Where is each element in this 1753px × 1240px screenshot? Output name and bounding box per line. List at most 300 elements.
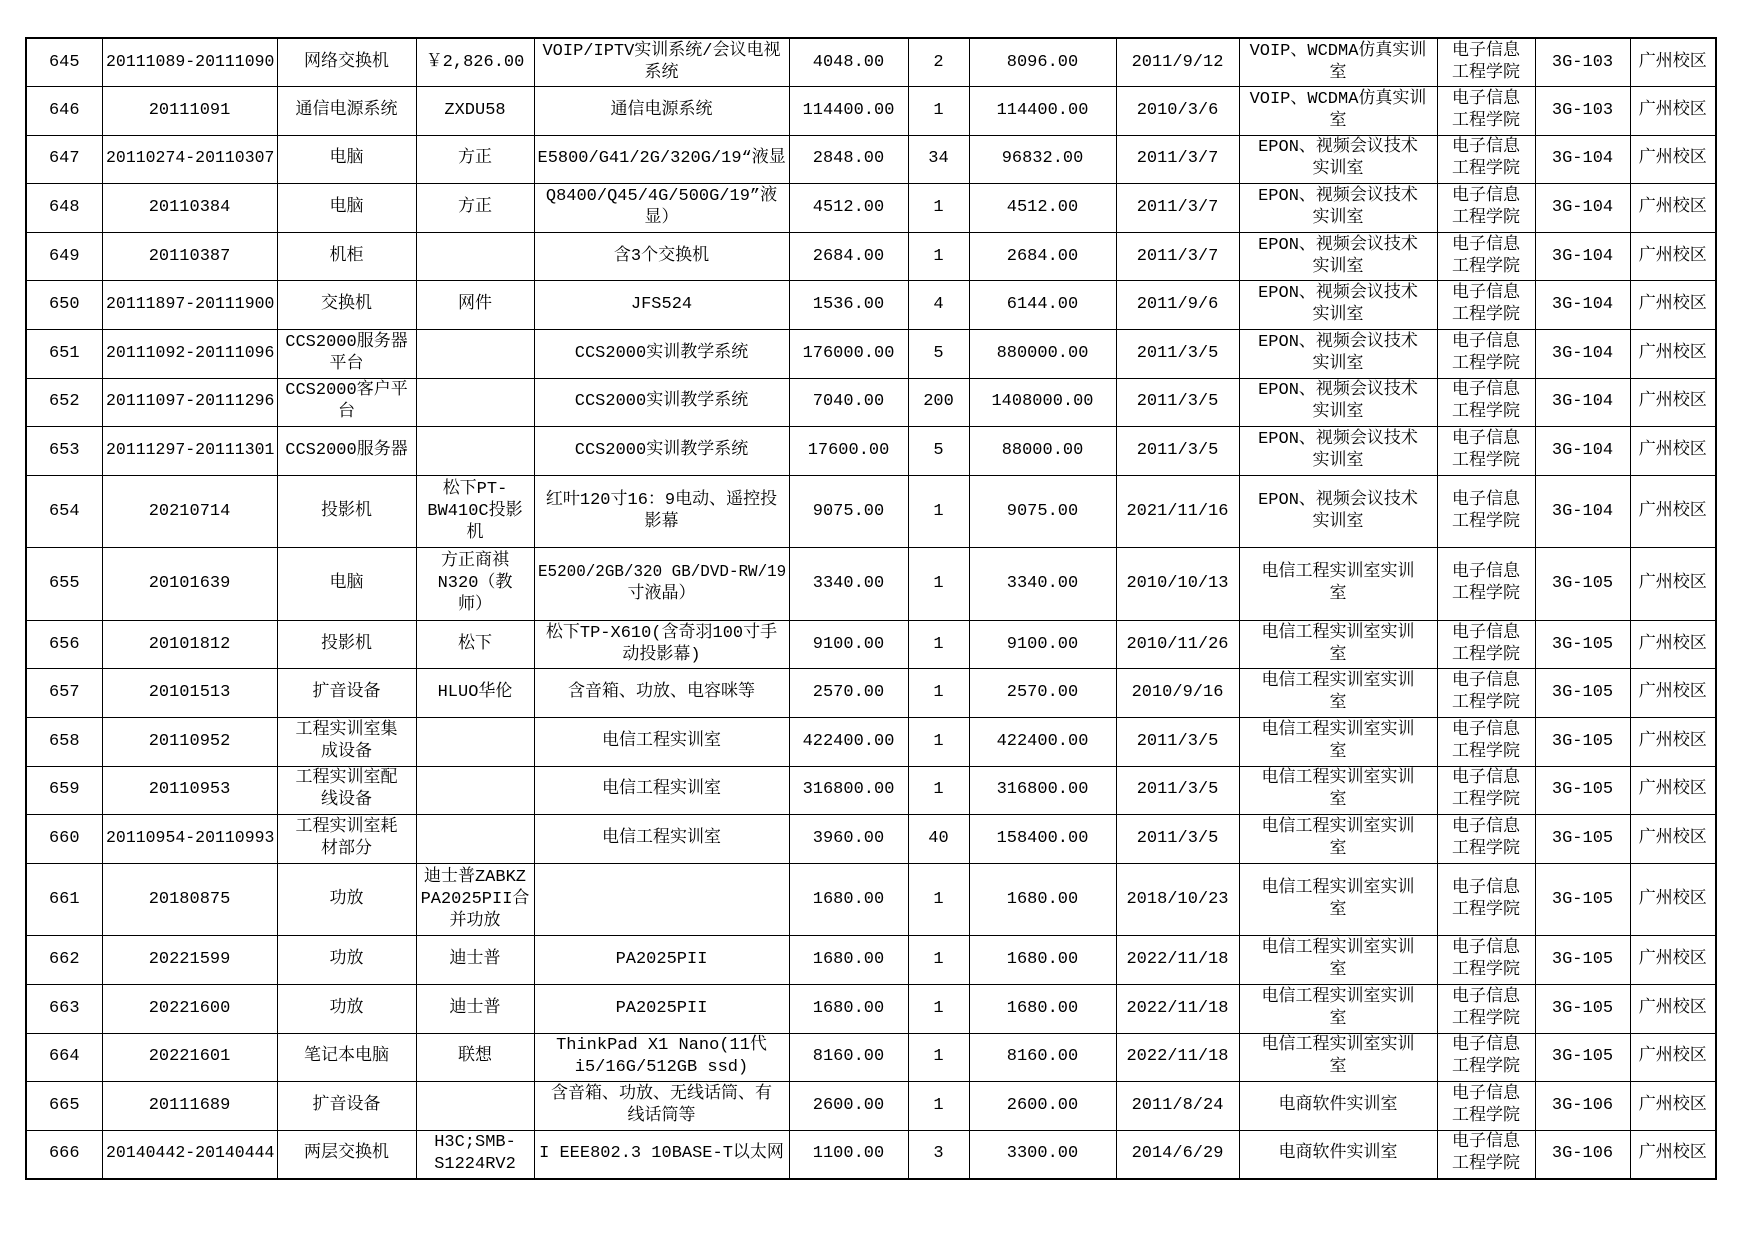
specification-text: CCS2000实训教学系统: [574, 441, 749, 461]
amount-cell: [969, 620, 1116, 669]
brand-model-text: 方正: [458, 149, 492, 169]
asset-code-cell: [102, 766, 277, 815]
room-number-text: 3G-105: [1551, 731, 1614, 751]
purchase-date-cell: [1116, 281, 1239, 330]
row-number-cell: [26, 281, 102, 330]
lab-name-text: 室: [1329, 840, 1347, 860]
lab-name-cell: [1239, 1082, 1437, 1131]
brand-model-cell: [416, 135, 534, 184]
quantity-cell: [908, 232, 969, 281]
college-cell: [1437, 815, 1535, 864]
specification-text: 电信工程实训室: [602, 731, 721, 751]
room-number-cell: [1535, 1082, 1630, 1131]
row-number-cell: [26, 548, 102, 621]
unit-price-cell: [789, 936, 908, 985]
lab-name-text: 室: [1329, 111, 1347, 131]
lab-name-cell: [1239, 38, 1437, 87]
room-number-text: 3G-104: [1551, 343, 1614, 363]
asset-code-text: 20110387: [148, 246, 231, 266]
campus-cell: [1630, 1130, 1716, 1179]
amount-text: 316800.00: [996, 780, 1089, 800]
item-name-cell: [277, 548, 416, 621]
unit-price-cell: [789, 620, 908, 669]
lab-name-text: VOIP、WCDMA仿真实训: [1249, 89, 1427, 109]
college-text: 工程学院: [1452, 306, 1520, 326]
college-text: 工程学院: [1452, 1155, 1520, 1175]
brand-model-cell: [416, 38, 534, 87]
brand-model-text: BW410C投影: [427, 501, 523, 521]
room-number-cell: [1535, 718, 1630, 767]
row-number-cell: [26, 378, 102, 427]
quantity-text: 1: [933, 1047, 944, 1067]
room-number-text: 3G-105: [1551, 574, 1614, 594]
purchase-date-cell: [1116, 378, 1239, 427]
brand-model-text: 机: [466, 523, 484, 543]
college-text: 电子信息: [1452, 235, 1520, 255]
brand-model-text: 松下PT-: [442, 479, 508, 499]
room-number-text: 3G-104: [1551, 501, 1614, 521]
row-number-text: 659: [48, 780, 80, 800]
college-cell: [1437, 620, 1535, 669]
lab-name-text: VOIP、WCDMA仿真实训: [1249, 41, 1427, 61]
quantity-text: 1: [933, 246, 944, 266]
college-cell: [1437, 330, 1535, 379]
row-number-text: 656: [48, 634, 80, 654]
row-number-cell: [26, 766, 102, 815]
item-name-text: 电脑: [329, 149, 364, 169]
unit-price-text: 176000.00: [802, 343, 895, 363]
amount-text: 1680.00: [1006, 950, 1079, 970]
item-name-cell: [277, 863, 416, 936]
brand-model-cell: [416, 1033, 534, 1082]
purchase-date-cell: [1116, 620, 1239, 669]
brand-model-cell: [416, 475, 534, 548]
asset-code-text: 20110384: [148, 198, 231, 218]
item-name-cell: [277, 87, 416, 136]
unit-price-text: 1100.00: [812, 1144, 885, 1164]
college-cell: [1437, 984, 1535, 1033]
specification-cell: [534, 766, 789, 815]
item-name-text: CCS2000客户平: [285, 381, 408, 401]
asset-table-body: [26, 38, 1716, 1179]
item-name-cell: [277, 475, 416, 548]
unit-price-text: 316800.00: [802, 780, 895, 800]
college-text: 工程学院: [1452, 354, 1520, 374]
purchase-date-cell: [1116, 427, 1239, 476]
campus-text: 广州校区: [1638, 1144, 1707, 1164]
college-text: 电子信息: [1452, 430, 1520, 450]
lab-name-cell: [1239, 766, 1437, 815]
row-number-text: 663: [48, 998, 80, 1018]
campus-cell: [1630, 281, 1716, 330]
unit-price-text: 2848.00: [812, 149, 885, 169]
quantity-text: 2: [933, 52, 944, 72]
college-text: 电子信息: [1452, 41, 1520, 61]
campus-text: 广州校区: [1638, 52, 1707, 72]
asset-code-text: 20140442-20140444: [105, 1144, 274, 1164]
table-row: [26, 475, 1716, 548]
campus-cell: [1630, 863, 1716, 936]
college-text: 电子信息: [1452, 878, 1520, 898]
lab-name-text: 实训室: [1312, 452, 1364, 472]
campus-text: 广州校区: [1638, 950, 1707, 970]
room-number-cell: [1535, 135, 1630, 184]
brand-model-cell: [416, 184, 534, 233]
college-text: 工程学院: [1452, 585, 1520, 605]
campus-cell: [1630, 620, 1716, 669]
quantity-cell: [908, 87, 969, 136]
amount-cell: [969, 135, 1116, 184]
room-number-text: 3G-105: [1551, 950, 1614, 970]
lab-name-text: EPON、视频会议技术: [1258, 138, 1418, 158]
college-text: 电子信息: [1452, 769, 1520, 789]
quantity-cell: [908, 184, 969, 233]
row-number-text: 661: [48, 889, 80, 909]
lab-name-cell: [1239, 184, 1437, 233]
item-name-cell: [277, 766, 416, 815]
college-cell: [1437, 135, 1535, 184]
amount-text: 2684.00: [1006, 246, 1079, 266]
item-name-text: 材部分: [321, 840, 372, 860]
row-number-cell: [26, 87, 102, 136]
brand-model-cell: [416, 232, 534, 281]
asset-code-text: 20111897-20111900: [105, 295, 274, 315]
campus-text: 广州校区: [1638, 574, 1707, 594]
unit-price-text: 9075.00: [812, 501, 885, 521]
lab-name-text: 电信工程实训室实训: [1261, 769, 1415, 789]
specification-cell: [534, 936, 789, 985]
specification-text: 电信工程实训室: [602, 829, 721, 849]
quantity-cell: [908, 1082, 969, 1131]
brand-model-cell: [416, 330, 534, 379]
lab-name-text: 室: [1329, 900, 1347, 920]
specification-text: PA2025PII: [615, 950, 708, 970]
college-cell: [1437, 936, 1535, 985]
college-cell: [1437, 548, 1535, 621]
asset-code-text: 20111089-20111090: [105, 52, 274, 72]
purchase-date-text: 2011/3/5: [1136, 780, 1219, 800]
amount-text: 4512.00: [1006, 198, 1079, 218]
brand-model-cell: [416, 1130, 534, 1179]
unit-price-text: 3340.00: [812, 574, 885, 594]
quantity-cell: [908, 1130, 969, 1179]
table-row: [26, 330, 1716, 379]
item-name-text: 网络交换机: [304, 52, 389, 72]
campus-text: 广州校区: [1638, 441, 1707, 461]
lab-name-text: 电信工程实训室实训: [1261, 672, 1415, 692]
lab-name-text: 实训室: [1312, 306, 1364, 326]
college-text: 电子信息: [1452, 138, 1520, 158]
college-text: 工程学院: [1452, 1106, 1520, 1126]
item-name-text: 功放: [329, 998, 364, 1018]
amount-cell: [969, 936, 1116, 985]
campus-cell: [1630, 475, 1716, 548]
asset-code-text: 20111297-20111301: [105, 441, 274, 461]
campus-text: 广州校区: [1638, 295, 1707, 315]
college-text: 电子信息: [1452, 381, 1520, 401]
quantity-cell: [908, 548, 969, 621]
purchase-date-text: 2011/8/24: [1131, 1095, 1224, 1115]
lab-name-text: 室: [1329, 645, 1347, 665]
quantity-text: 5: [933, 441, 944, 461]
asset-code-text: 20110952: [148, 731, 231, 751]
asset-code-text: 20101639: [148, 574, 231, 594]
asset-code-cell: [102, 815, 277, 864]
table-row: [26, 863, 1716, 936]
specification-cell: [534, 669, 789, 718]
brand-model-cell: [416, 936, 534, 985]
quantity-text: 4: [933, 295, 944, 315]
brand-model-text: 并功放: [449, 911, 501, 931]
room-number-cell: [1535, 1033, 1630, 1082]
purchase-date-text: 2011/3/5: [1136, 441, 1219, 461]
specification-cell: [534, 427, 789, 476]
item-name-text: 扩音设备: [312, 683, 381, 703]
specification-text: 电信工程实训室: [602, 780, 721, 800]
college-cell: [1437, 427, 1535, 476]
purchase-date-cell: [1116, 1130, 1239, 1179]
college-text: 工程学院: [1452, 452, 1520, 472]
purchase-date-text: 2011/9/12: [1131, 52, 1224, 72]
lab-name-text: 室: [1329, 961, 1347, 981]
amount-cell: [969, 281, 1116, 330]
amount-text: 9075.00: [1006, 501, 1079, 521]
asset-code-cell: [102, 330, 277, 379]
specification-text: 红叶120寸16：9电动、遥控投: [545, 490, 778, 510]
unit-price-cell: [789, 135, 908, 184]
row-number-cell: [26, 330, 102, 379]
amount-cell: [969, 815, 1116, 864]
item-name-cell: [277, 669, 416, 718]
brand-model-cell: [416, 281, 534, 330]
specification-cell: [534, 135, 789, 184]
brand-model-text: S1224RV2: [434, 1155, 516, 1175]
item-name-cell: [277, 184, 416, 233]
college-text: 电子信息: [1452, 284, 1520, 304]
college-cell: [1437, 1130, 1535, 1179]
lab-name-text: 电信工程实训室实训: [1261, 1036, 1415, 1056]
table-row: [26, 1130, 1716, 1179]
table-row: [26, 669, 1716, 718]
college-cell: [1437, 38, 1535, 87]
unit-price-text: 4512.00: [812, 198, 885, 218]
amount-text: 114400.00: [996, 100, 1089, 120]
unit-price-text: 422400.00: [802, 731, 895, 751]
row-number-text: 647: [48, 149, 80, 169]
specification-cell: [534, 38, 789, 87]
specification-cell: [534, 718, 789, 767]
purchase-date-cell: [1116, 1082, 1239, 1131]
specification-text: i5/16G/512GB ssd): [574, 1058, 749, 1078]
specification-text: VOIP/IPTV实训系统/会议电视: [542, 41, 781, 61]
brand-model-cell: [416, 1082, 534, 1131]
asset-code-text: 20110274-20110307: [105, 149, 274, 169]
college-text: 电子信息: [1452, 939, 1520, 959]
lab-name-cell: [1239, 135, 1437, 184]
unit-price-cell: [789, 766, 908, 815]
row-number-cell: [26, 184, 102, 233]
lab-name-cell: [1239, 427, 1437, 476]
room-number-cell: [1535, 863, 1630, 936]
room-number-text: 3G-104: [1551, 198, 1614, 218]
campus-cell: [1630, 936, 1716, 985]
unit-price-cell: [789, 863, 908, 936]
unit-price-text: 7040.00: [812, 392, 885, 412]
college-text: 工程学院: [1452, 1058, 1520, 1078]
item-name-cell: [277, 38, 416, 87]
college-text: 工程学院: [1452, 209, 1520, 229]
table-row: [26, 815, 1716, 864]
purchase-date-cell: [1116, 548, 1239, 621]
lab-name-cell: [1239, 87, 1437, 136]
specification-text: JFS524: [630, 295, 693, 315]
amount-text: 9100.00: [1006, 634, 1079, 654]
room-number-cell: [1535, 184, 1630, 233]
quantity-cell: [908, 718, 969, 767]
asset-code-text: 20221600: [148, 998, 231, 1018]
specification-text: 线话筒等: [627, 1106, 696, 1126]
campus-text: 广州校区: [1638, 1095, 1707, 1115]
college-text: 工程学院: [1452, 512, 1520, 532]
table-row: [26, 548, 1716, 621]
item-name-text: 工程实训室配: [295, 769, 398, 789]
unit-price-cell: [789, 475, 908, 548]
quantity-text: 3: [933, 1144, 944, 1164]
item-name-text: 投影机: [321, 634, 372, 654]
specification-text: 系统: [644, 63, 679, 83]
lab-name-text: 室: [1329, 791, 1347, 811]
campus-cell: [1630, 1033, 1716, 1082]
amount-cell: [969, 184, 1116, 233]
lab-name-text: 电信工程实训室实训: [1261, 818, 1415, 838]
campus-text: 广州校区: [1638, 998, 1707, 1018]
lab-name-text: EPON、视频会议技术: [1258, 187, 1418, 207]
purchase-date-cell: [1116, 984, 1239, 1033]
campus-cell: [1630, 984, 1716, 1033]
room-number-cell: [1535, 232, 1630, 281]
lab-name-cell: [1239, 548, 1437, 621]
college-text: 工程学院: [1452, 160, 1520, 180]
purchase-date-cell: [1116, 766, 1239, 815]
asset-code-cell: [102, 548, 277, 621]
unit-price-cell: [789, 232, 908, 281]
amount-text: 880000.00: [996, 343, 1089, 363]
asset-code-cell: [102, 378, 277, 427]
brand-model-text: ZXDU58: [444, 100, 506, 120]
purchase-date-cell: [1116, 475, 1239, 548]
quantity-cell: [908, 863, 969, 936]
lab-name-text: 室: [1329, 1058, 1347, 1078]
purchase-date-text: 2022/11/18: [1126, 950, 1229, 970]
table-row: [26, 718, 1716, 767]
item-name-text: CCS2000服务器: [285, 332, 408, 352]
campus-text: 广州校区: [1638, 246, 1707, 266]
unit-price-cell: [789, 669, 908, 718]
purchase-date-text: 2010/9/16: [1131, 683, 1224, 703]
lab-name-cell: [1239, 863, 1437, 936]
college-text: 工程学院: [1452, 791, 1520, 811]
item-name-cell: [277, 427, 416, 476]
specification-cell: [534, 281, 789, 330]
college-text: 工程学院: [1452, 840, 1520, 860]
unit-price-cell: [789, 1130, 908, 1179]
lab-name-cell: [1239, 815, 1437, 864]
row-number-text: 650: [48, 295, 80, 315]
purchase-date-text: 2011/3/7: [1136, 198, 1219, 218]
amount-text: 96832.00: [1001, 149, 1084, 169]
amount-cell: [969, 863, 1116, 936]
item-name-text: 扩音设备: [312, 1095, 381, 1115]
brand-model-text: 迪士普ZABKZ: [423, 867, 526, 887]
table-row: [26, 1082, 1716, 1131]
lab-name-text: 电信工程实训室实训: [1261, 878, 1415, 898]
campus-cell: [1630, 184, 1716, 233]
specification-cell: [534, 475, 789, 548]
room-number-cell: [1535, 936, 1630, 985]
brand-model-cell: [416, 815, 534, 864]
item-name-text: 工程实训室集: [295, 720, 398, 740]
college-text: 电子信息: [1452, 672, 1520, 692]
specification-text: ThinkPad X1 Nano(11代: [556, 1036, 767, 1056]
lab-name-text: 电信工程实训室实训: [1261, 939, 1415, 959]
brand-model-text: 师）: [458, 596, 492, 616]
quantity-text: 1: [933, 889, 944, 909]
row-number-text: 666: [48, 1144, 80, 1164]
table-row: [26, 378, 1716, 427]
purchase-date-text: 2011/3/5: [1136, 731, 1219, 751]
row-number-cell: [26, 1082, 102, 1131]
amount-text: 3340.00: [1006, 574, 1079, 594]
quantity-cell: [908, 1033, 969, 1082]
room-number-cell: [1535, 87, 1630, 136]
table-row: [26, 766, 1716, 815]
specification-cell: [534, 620, 789, 669]
specification-text: I EEE802.3 10BASE-T以太网: [539, 1144, 784, 1164]
asset-code-text: 20210714: [148, 501, 231, 521]
unit-price-text: 2684.00: [812, 246, 885, 266]
table-row: [26, 135, 1716, 184]
unit-price-text: 17600.00: [807, 441, 890, 461]
brand-model-text: ￥2,826.00: [425, 52, 525, 72]
item-name-text: CCS2000服务器: [285, 441, 408, 461]
quantity-cell: [908, 135, 969, 184]
purchase-date-text: 2022/11/18: [1126, 1047, 1229, 1067]
specification-text: 含3个交换机: [613, 246, 710, 266]
specification-cell: [534, 184, 789, 233]
lab-name-text: 实训室: [1312, 512, 1364, 532]
room-number-text: 3G-105: [1551, 889, 1614, 909]
purchase-date-cell: [1116, 232, 1239, 281]
room-number-cell: [1535, 1130, 1630, 1179]
unit-price-cell: [789, 984, 908, 1033]
lab-name-cell: [1239, 281, 1437, 330]
campus-cell: [1630, 330, 1716, 379]
asset-code-text: 20221599: [148, 950, 231, 970]
specification-text: 显）: [644, 209, 679, 229]
campus-text: 广州校区: [1638, 392, 1707, 412]
asset-code-cell: [102, 1033, 277, 1082]
item-name-cell: [277, 620, 416, 669]
unit-price-text: 2600.00: [812, 1095, 885, 1115]
row-number-cell: [26, 718, 102, 767]
college-text: 工程学院: [1452, 694, 1520, 714]
college-text: 电子信息: [1452, 1084, 1520, 1104]
unit-price-cell: [789, 718, 908, 767]
item-name-text: 台: [338, 403, 355, 423]
purchase-date-cell: [1116, 863, 1239, 936]
row-number-cell: [26, 1033, 102, 1082]
purchase-date-text: 2011/3/5: [1136, 829, 1219, 849]
